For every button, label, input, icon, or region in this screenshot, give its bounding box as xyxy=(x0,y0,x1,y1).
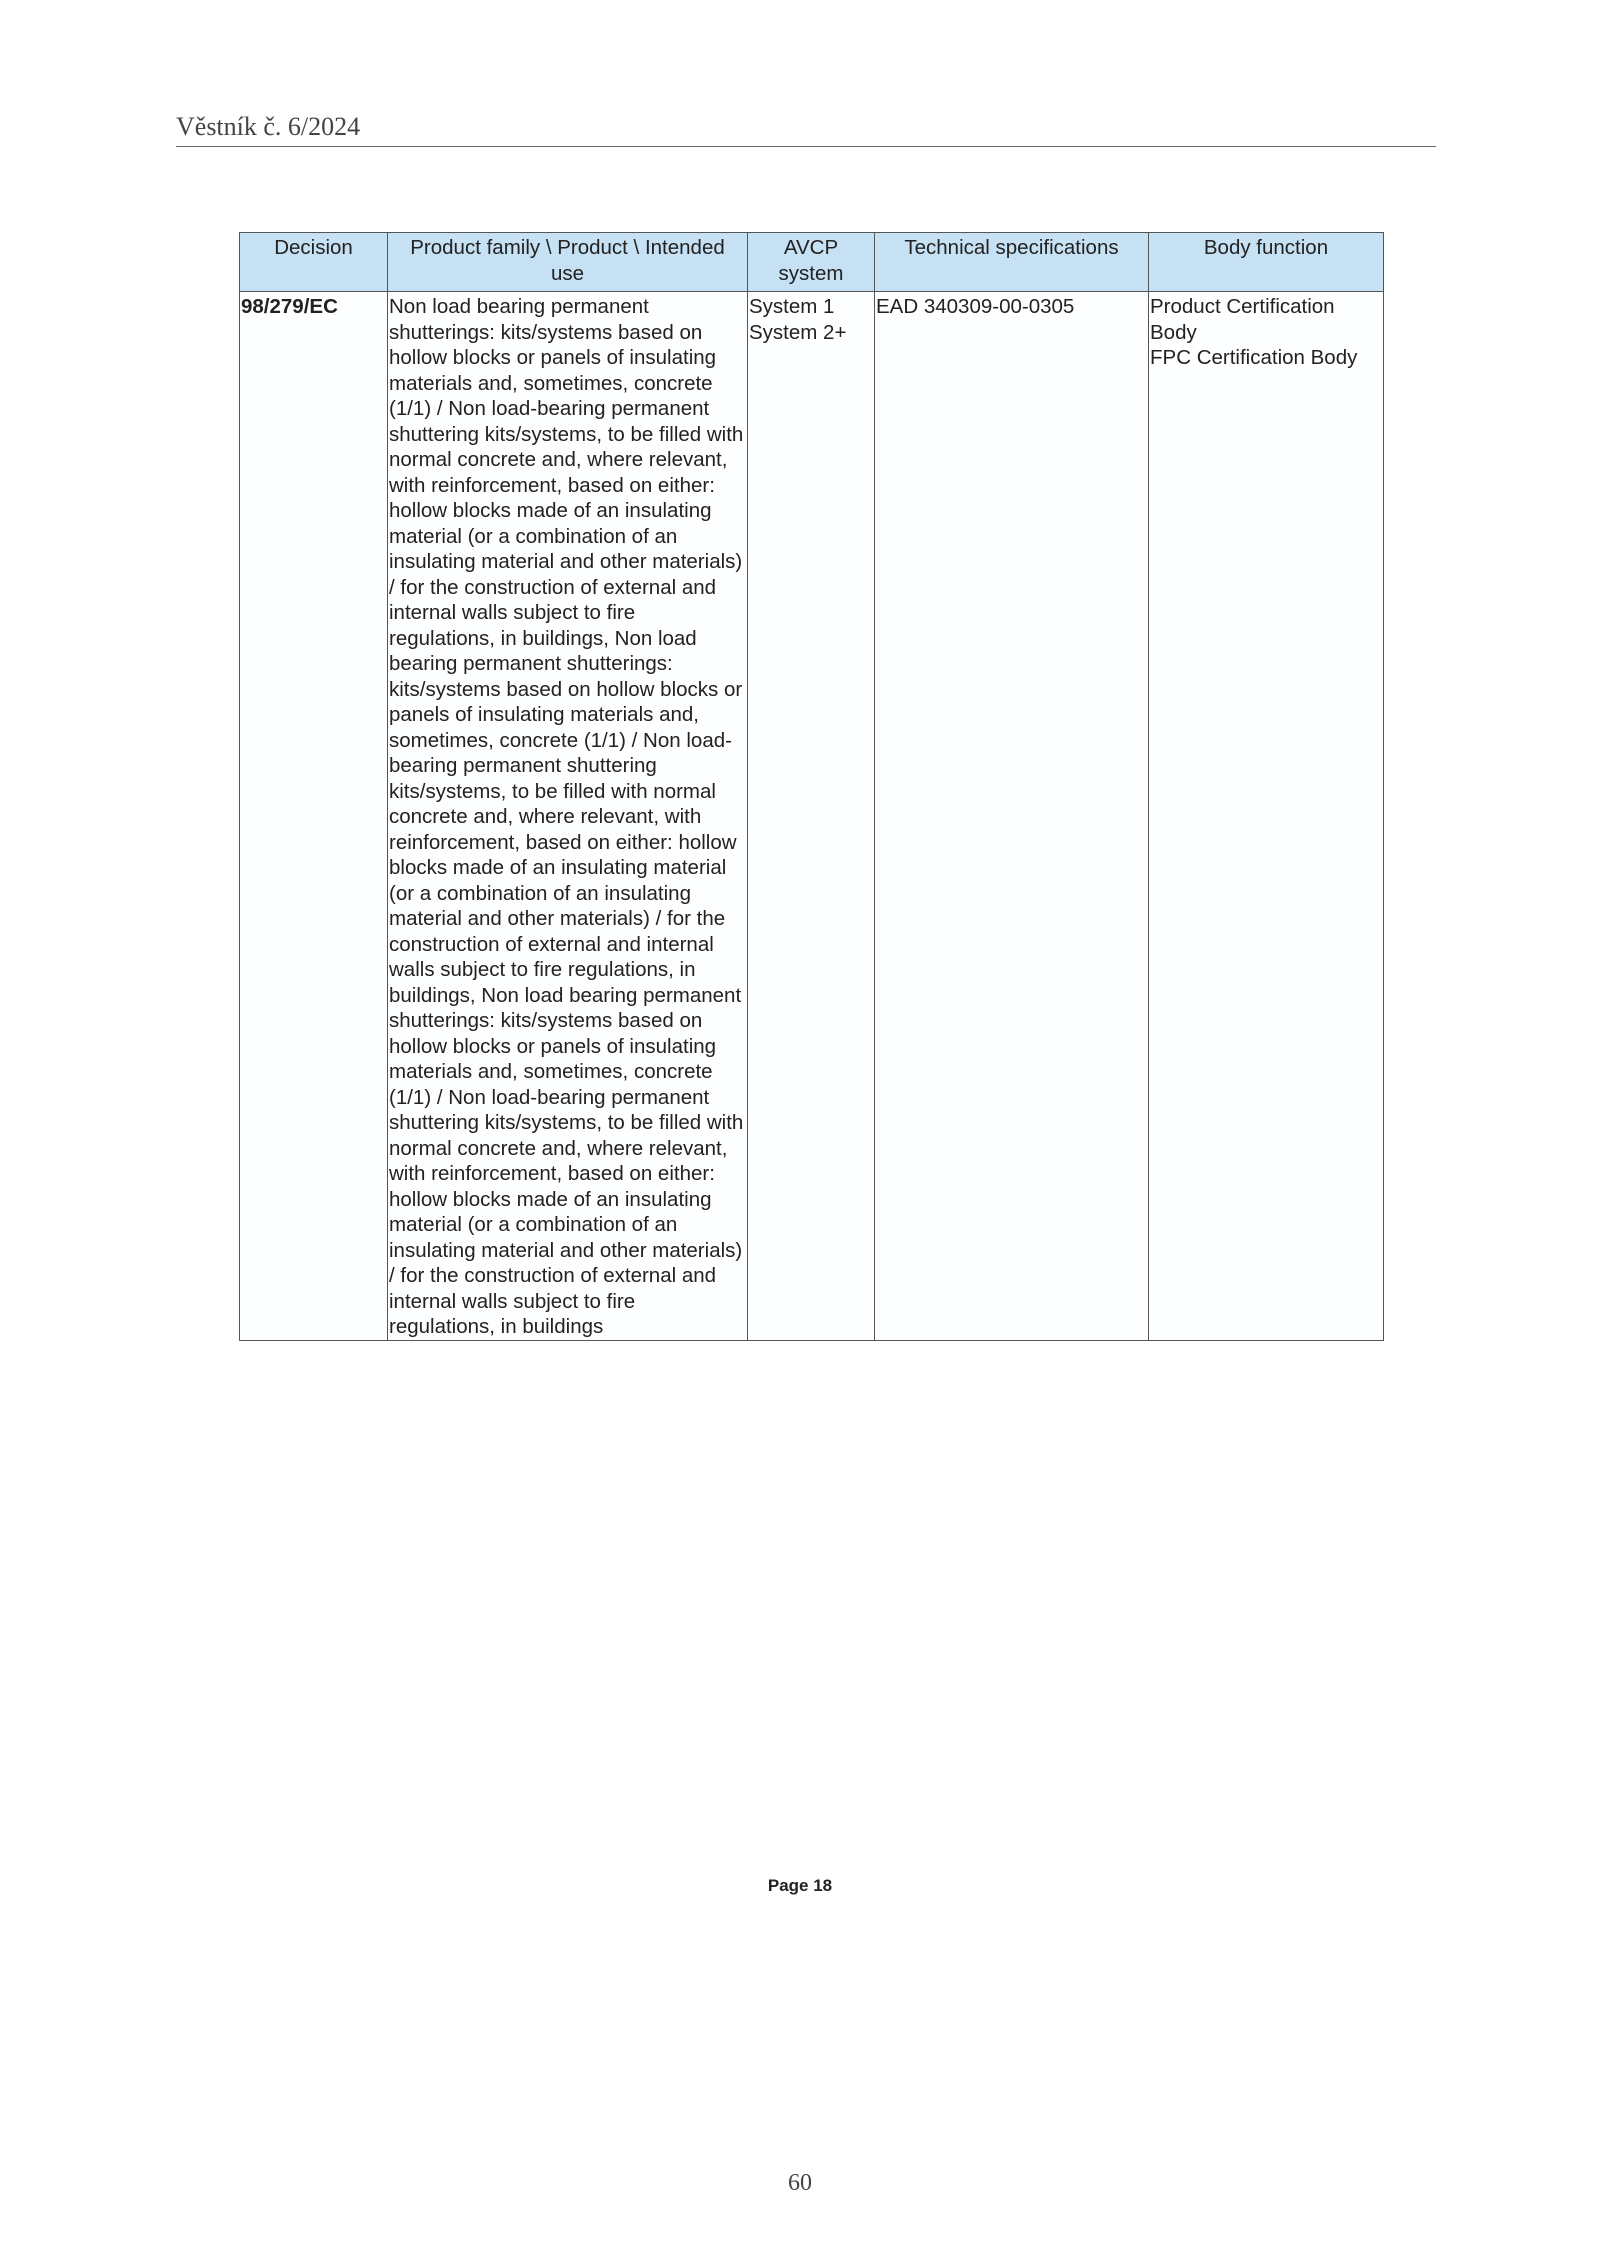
column-header-decision: Decision xyxy=(240,233,388,292)
product-cell: Non load bearing permanent shutterings: kits/systems based on hollow blocks or panels of insulating materials and, sometimes, concrete (1/1) / Non load-bearing permanent shuttering kits/systems, to be filled with normal concrete and, where relevant, with reinforcement, based on either: hollow blocks made of an insulating material (or a combination of an insulating material and other materials) / for the construction of external and internal walls subject to fire regulations, in buildings, Non load bearing permanent shutterings: kits/systems based on hollow blocks or panels of insulating materials and, sometimes, concrete (1/1) / Non load-bearing permanent shuttering kits/systems, to be filled with normal concrete and, where relevant, with reinforcement, based on either: hollow blocks made of an insulating material (or a combination of an insulating material and other materials) / for the construction of external and internal walls subject to fire regulations, in buildings, Non load bearing permanent shutterings: kits/systems based on hollow blocks or panels of insulating materials and, sometimes, concrete (1/1) / Non load-bearing permanent shuttering kits/systems, to be filled with normal concrete and, where relevant, with reinforcement, based on either: hollow blocks made of an insulating material (or a combination of an insulating material and other materials) / for the construction of external and internal walls subject to fire regulations, in buildings xyxy=(388,292,748,1341)
column-header-technical-specifications: Technical specifications xyxy=(875,233,1149,292)
decision-cell: 98/279/EC xyxy=(240,292,388,1341)
page-number: 60 xyxy=(788,2170,812,2196)
avcp-system-2: System 2+ xyxy=(749,320,847,344)
column-header-avcp: AVCP system xyxy=(748,233,875,292)
page-label: Page 18 xyxy=(767,1876,833,1895)
table-row xyxy=(240,292,1384,1341)
avcp-cell xyxy=(748,292,875,1341)
table-header-row xyxy=(240,233,1384,292)
avcp-system-1: System 1 xyxy=(749,295,835,318)
technical-spec-cell: EAD 340309-00-0305 xyxy=(875,292,1149,1341)
certification-table xyxy=(239,232,1384,1341)
body-function-1: Product Certification Body xyxy=(1150,295,1335,344)
body-function-2: FPC Certification Body xyxy=(1150,346,1358,369)
column-header-product: Product family \ Product \ Intended use xyxy=(388,233,748,292)
column-header-body-function: Body function xyxy=(1149,233,1384,292)
body-function-cell xyxy=(1149,292,1384,1341)
journal-title: Věstník č. 6/2024 xyxy=(176,112,361,141)
header-divider xyxy=(176,146,1436,147)
